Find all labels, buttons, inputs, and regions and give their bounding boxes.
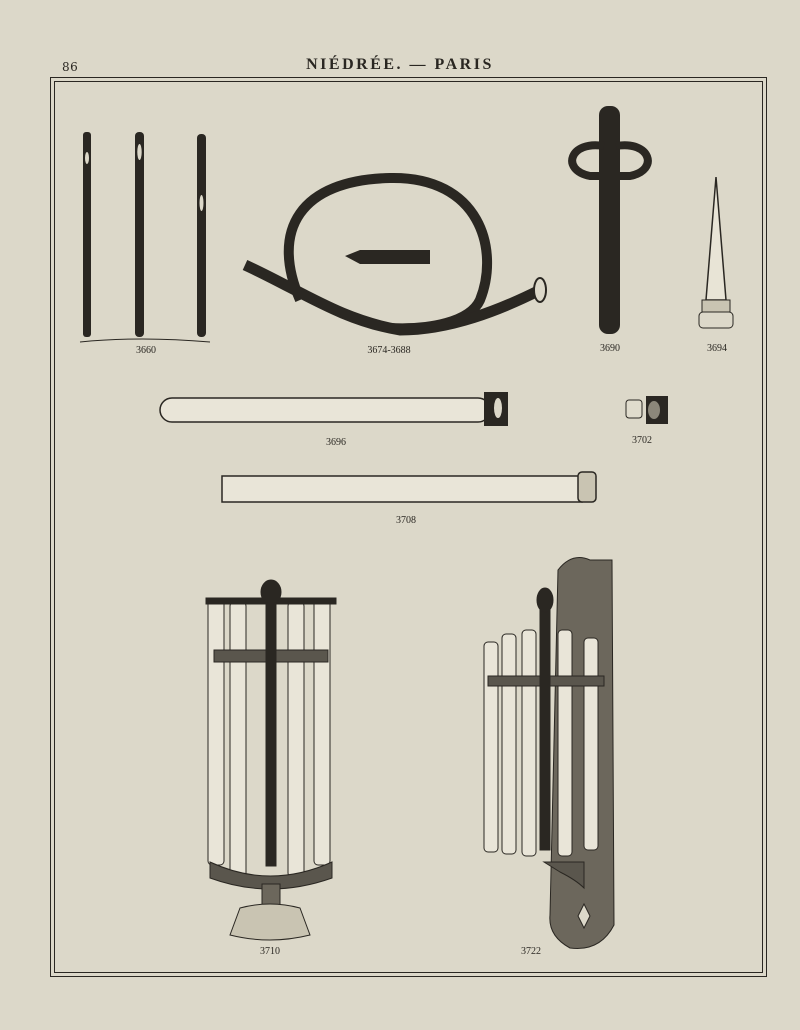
page-header: NIÉDRÉE. — PARIS [306, 56, 494, 73]
item-label-3674-3688: 3674-3688 [367, 345, 411, 356]
item-label-3722: 3722 [521, 946, 541, 957]
stopper-illustration [626, 396, 668, 424]
item-label-3708: 3708 [396, 515, 416, 526]
item-label-3702: 3702 [632, 435, 652, 446]
needles-illustration [80, 132, 210, 342]
wall-rack-illustration [484, 558, 614, 949]
item-label-3710: 3710 [260, 946, 280, 957]
glass-tube-b-illustration [222, 472, 596, 502]
cone-illustration [699, 177, 733, 328]
item-label-3696: 3696 [326, 437, 346, 448]
item-label-3694: 3694 [707, 343, 727, 354]
glass-tube-a-illustration [160, 392, 508, 426]
item-label-3660: 3660 [136, 345, 156, 356]
tube-coil-illustration [245, 178, 546, 330]
handle-rod-illustration [572, 106, 648, 334]
page-number: 86 [62, 60, 79, 74]
stand-rack-illustration [206, 580, 336, 940]
item-label-3690: 3690 [600, 343, 620, 354]
